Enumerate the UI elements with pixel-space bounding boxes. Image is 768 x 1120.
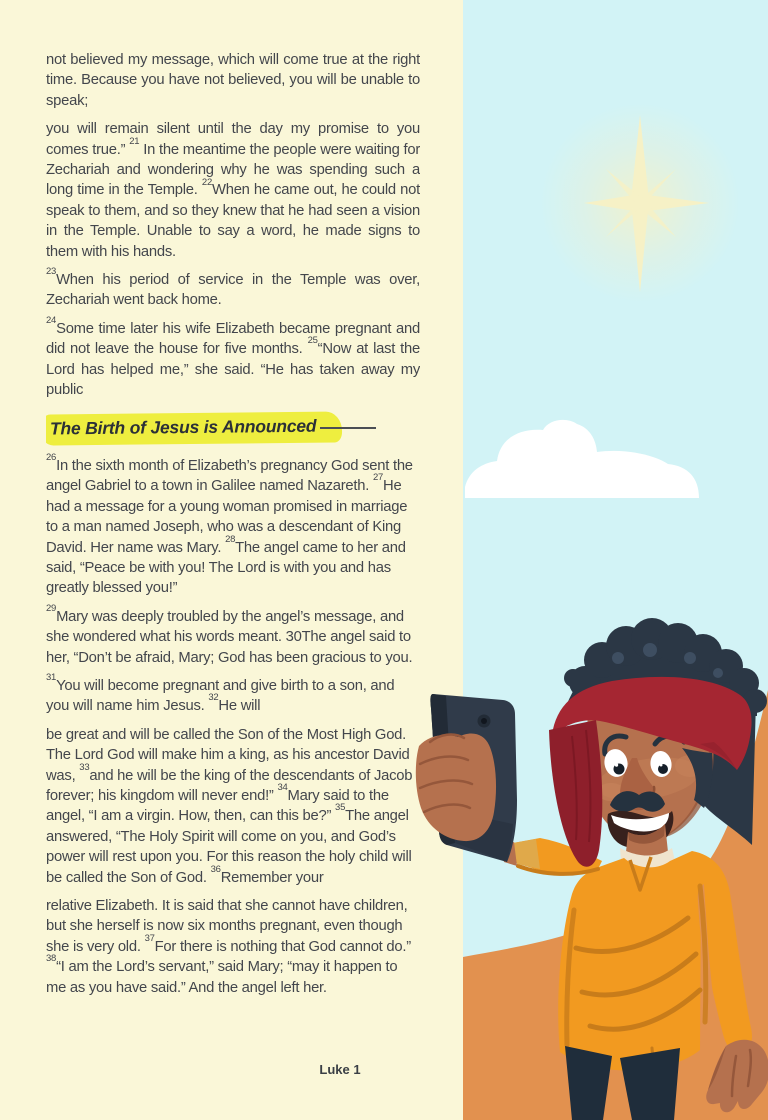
verse-number: 38	[46, 953, 57, 965]
verse-paragraph: you will remain silent until the day my promise to you comes true.” $^{21}$ In the meantime the people were waiting for Zechariah and wondering why he was spending such a long time in the Temple. $^{22}$When he came out, he could not speak to them, and so they knew that he had seen a vision in the Temple. Unable to say a word, he made signs to them with his hands.	[46, 121, 420, 260]
verse-number: 36	[210, 863, 221, 875]
verse-paragraph: not believed my message, which will come true at the right time. Because you have not believed, you will be unable to speak;	[46, 52, 420, 109]
verses-after-heading	[46, 451, 420, 998]
verse-number: 23	[46, 266, 57, 278]
verse-number: 25	[307, 335, 318, 347]
verse-paragraph: $^{23}$When his period of service in the Temple was over, Zechariah went back home.	[46, 266, 420, 309]
verse-number: 34	[277, 782, 288, 794]
verses-before-heading	[46, 50, 420, 401]
verse-number: 28	[225, 533, 236, 545]
bethlehem-star	[540, 103, 740, 303]
verse-paragraph: $^{24}$Some time later his wife Elizabeth became pregnant and did not leave the house for five months. $^{25}$“Now at last the Lord has helped me,” she said. “He has taken away my public	[46, 314, 420, 399]
section-heading: The Birth of Jesus is Announced	[49, 415, 317, 438]
verse-number: 33	[79, 761, 90, 773]
verse-paragraph: relative Elizabeth. It is said that she cannot have children, but she herself is now six months pregnant, even though she is very old. $^{37}$For there is nothing that God cannot do.” $^{38}$“I am the Lord’s servant,” said Mary; “may it happen to me as you have said.” And the angel left her.	[46, 898, 411, 996]
verse-paragraph: $^{31}$You will become pregnant and give birth to a son, and you will name him Jesus. $^{32}$He will	[46, 672, 395, 715]
verse-number: 31	[46, 672, 57, 684]
verse-number: 35	[335, 802, 346, 814]
page-footer	[0, 1062, 680, 1077]
heading-highlight	[46, 411, 343, 446]
heading-rule-right	[320, 427, 376, 429]
scripture-text-column	[46, 50, 420, 1060]
verse-number: 29	[46, 602, 57, 614]
verse-number: 22	[201, 176, 212, 188]
verse-paragraph: be great and will be called the Son of the Most High God. The Lord God will make him a king, as his ancestor David was, $^{33}$and he will be the king of the descendants of Jacob forever; his kingdom will never end!” $^{34}$Mary said to the angel, “I am a virgin. How, then, can this be?” $^{35}$The angel answered, “The Holy Spirit will come on you, and God’s power will rest upon you. For this reason the holy child will be called the Son of God. $^{36}$Remember your	[46, 726, 413, 886]
verse-paragraph: $^{26}$In the sixth month of Elizabeth’s pregnancy God sent the angel Gabriel to a town in Galilee named Nazareth. $^{27}$He had a message for a young woman promised in marriage to a man named Joseph, who was a descendant of King David. Her name was Mary. $^{28}$The angel came to her and said, “Peace be with you! The Lord is with you and has greatly blessed you!”	[46, 451, 413, 597]
verse-number: 21	[129, 135, 140, 147]
verse-number: 24	[46, 314, 57, 326]
verse-number: 32	[208, 692, 219, 704]
verse-number: 37	[144, 932, 155, 944]
section-heading-row	[46, 413, 420, 444]
verse-paragraph: $^{29}$Mary was deeply troubled by the angel’s message, and she wondered what his words meant. 30The angel said to her, “Don’t be afraid, Mary; God has been gracious to you.	[46, 602, 413, 666]
selfie-man-illustration	[400, 0, 768, 1120]
gripping-hand	[416, 734, 496, 842]
book-chapter-label: Luke 1	[319, 1062, 361, 1077]
verse-number: 27	[372, 472, 384, 484]
verse-number: 26	[46, 451, 57, 463]
